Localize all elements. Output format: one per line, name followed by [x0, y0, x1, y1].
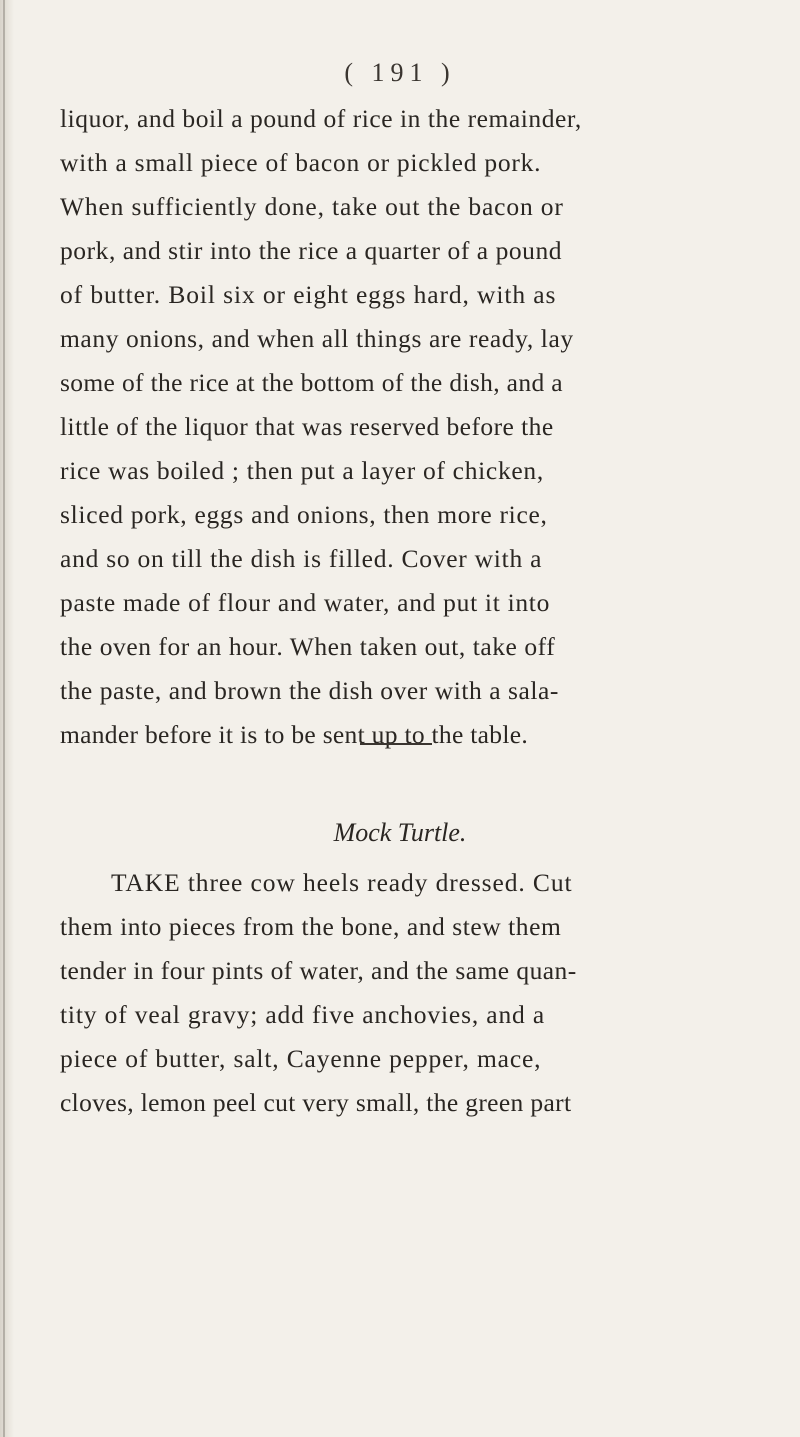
text-line: of butter. Boil six or eight eggs hard, with as — [60, 280, 557, 309]
text-line: and so on till the dish is filled. Cover with a — [60, 544, 543, 573]
text-line: liquor, and boil a pound of rice in the remainder, — [60, 104, 582, 133]
gutter-edge-line — [3, 0, 5, 1437]
text-line: cloves, lemon peel cut very small, the green part — [60, 1088, 572, 1117]
text-line: many onions, and when all things are ready, lay — [60, 324, 574, 353]
text-line: pork, and stir into the rice a quarter of a pound — [60, 236, 563, 265]
section-heading: Mock Turtle. — [333, 818, 467, 847]
text-line: some of the rice at the bottom of the dish, and a — [60, 368, 563, 397]
text-line: piece of butter, salt, Cayenne pepper, mace, — [60, 1044, 542, 1073]
text-line: paste made of flour and water, and put it into — [60, 588, 551, 617]
text-line: the oven for an hour. When taken out, take off — [60, 632, 556, 661]
text-line: mander before it is to be sent up to the table. — [60, 720, 529, 749]
text-line: them into pieces from the bone, and stew them — [60, 912, 562, 941]
text-line: little of the liquor that was reserved before the — [60, 412, 554, 441]
text-line: When sufficiently done, take out the bacon or — [60, 192, 564, 221]
page-number: ( 191 ) — [344, 58, 456, 87]
section-divider — [360, 743, 432, 745]
text-line: rice was boiled ; then put a layer of chicken, — [60, 456, 544, 485]
text-line: tender in four pints of water, and the same quan- — [60, 956, 577, 985]
text-line: tity of veal gravy; add five anchovies, and a — [60, 1000, 546, 1029]
text-line: with a small piece of bacon or pickled pork. — [60, 148, 542, 177]
page-gutter — [0, 0, 14, 1437]
text-line: sliced pork, eggs and onions, then more rice, — [60, 500, 548, 529]
text-line: TAKE three cow heels ready dressed. Cut — [111, 868, 573, 897]
text-line: the paste, and brown the dish over with a sala- — [60, 676, 559, 705]
